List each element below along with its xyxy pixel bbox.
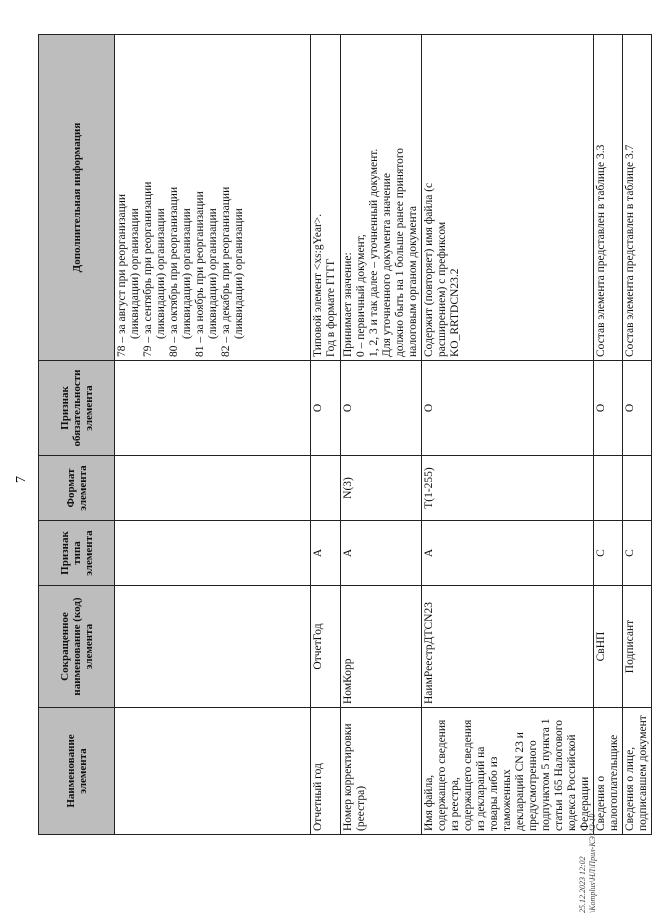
info-line: Содержит (повторяет) имя файла (с: [423, 182, 435, 357]
cell-type: [115, 521, 311, 586]
page-number: 7: [14, 476, 29, 483]
info-line: Состав элемента представлен в таблице 3.7: [624, 144, 636, 357]
info-line: Для уточненного документа значение: [381, 173, 393, 357]
info-line: Состав элемента представлен в таблице 3.3: [595, 144, 607, 357]
cell-format: T(1-255): [422, 456, 594, 521]
cell-name: Имя файла, содержащего сведения из реестра, содержащего сведения из деклараций на товары либо из таможенных деклараций CN 23 и предусмотренного подпунктом 5 пункта 1 статьи 165 Налогового кодекса Российской Федерации: [422, 708, 594, 835]
cell-type: А: [311, 521, 341, 586]
info-line: 1, 2, 3 и так далее – уточненный документ.: [368, 148, 380, 357]
info-line: 0 – первичный документ,: [355, 234, 367, 357]
cell-name: [115, 708, 311, 835]
cell-format: [623, 456, 652, 521]
cell-format: [311, 456, 341, 521]
cell-required: О: [623, 361, 652, 456]
cell-name: Номер корректировки (реестра): [341, 708, 422, 835]
cell-name: Отчетный год: [311, 708, 341, 835]
info-line: (ликвидации) организации: [207, 208, 219, 339]
info-line: расширением) с префиксом: [436, 221, 448, 357]
info-line: KO_RRTDCN23.2: [449, 268, 461, 357]
header-element-code: Сокращенное наименование (код) элемента: [39, 586, 115, 708]
cell-code: [115, 586, 311, 708]
cell-info: [341, 35, 422, 361]
cell-info: [594, 35, 623, 361]
table-row: [115, 35, 311, 835]
cell-type: С: [594, 521, 623, 586]
info-line: 82 – за декабрь при реорганизации: [220, 186, 232, 357]
cell-format: [115, 456, 311, 521]
table-row: [594, 35, 623, 835]
cell-name: Сведения о лице, подписавшем документ: [623, 708, 652, 835]
header-element-name: Наименование элемента: [39, 708, 115, 835]
info-line: 79 – за сентябрь при реорганизации: [142, 181, 154, 357]
cell-name: Сведения о налогоплательщике: [594, 708, 623, 835]
cell-required: [115, 361, 311, 456]
cell-required: О: [341, 361, 422, 456]
element-spec-table: [38, 34, 652, 835]
table-row: [422, 35, 594, 835]
cell-code: НомКорр: [341, 586, 422, 708]
table-row: [623, 35, 652, 835]
document-footer: [578, 814, 598, 913]
cell-required: О: [311, 361, 341, 456]
cell-code: ОтчетГод: [311, 586, 341, 708]
header-element-required: Признак обязательности элемента: [39, 361, 115, 456]
cell-info: [623, 35, 652, 361]
cell-info: [311, 35, 341, 361]
header-additional-info: Дополнительная информация: [39, 35, 115, 361]
info-line: (ликвидации) организации: [181, 208, 193, 339]
cell-required: О: [422, 361, 594, 456]
table-row: [311, 35, 341, 835]
info-line: 81 – за ноябрь при реорганизации: [194, 191, 206, 357]
cell-info: [115, 35, 311, 361]
cell-type: А: [341, 521, 422, 586]
table-header-row: [39, 35, 115, 835]
cell-code: СвНП: [594, 586, 623, 708]
cell-format: [594, 456, 623, 521]
info-line: Типовой элемент <xs:gYear>.: [312, 213, 324, 357]
cell-type: С: [623, 521, 652, 586]
cell-type: А: [422, 521, 594, 586]
info-line: (ликвидации) организации: [155, 208, 167, 339]
info-line: (ликвидации) организации: [129, 208, 141, 339]
cell-code: Подписант: [623, 586, 652, 708]
footer-timestamp: 25.12.2023 12:02: [578, 856, 587, 913]
info-line: налоговым органом документа: [407, 206, 419, 357]
footer-file-path: \Komplus\НЛ\Прил-КЭ142-10: [588, 813, 597, 913]
cell-code: НаимРеестрДТCN23: [422, 586, 594, 708]
info-line: 80 – за октябрь при реорганизации: [168, 186, 180, 357]
info-line: Год в формате ГГГГ: [325, 258, 337, 357]
info-line: 78 – за август при реорганизации: [116, 193, 128, 357]
cell-info: [422, 35, 594, 361]
cell-format: N(3): [341, 456, 422, 521]
info-line: (ликвидации) организации: [233, 208, 245, 339]
cell-required: О: [594, 361, 623, 456]
info-line: Принимает значение:: [342, 252, 354, 357]
info-line: должно быть на 1 больше ранее принятого: [394, 147, 406, 357]
table-row: [341, 35, 422, 835]
header-element-format: Формат элемента: [39, 456, 115, 521]
header-element-type: Признак типа элемента: [39, 521, 115, 586]
